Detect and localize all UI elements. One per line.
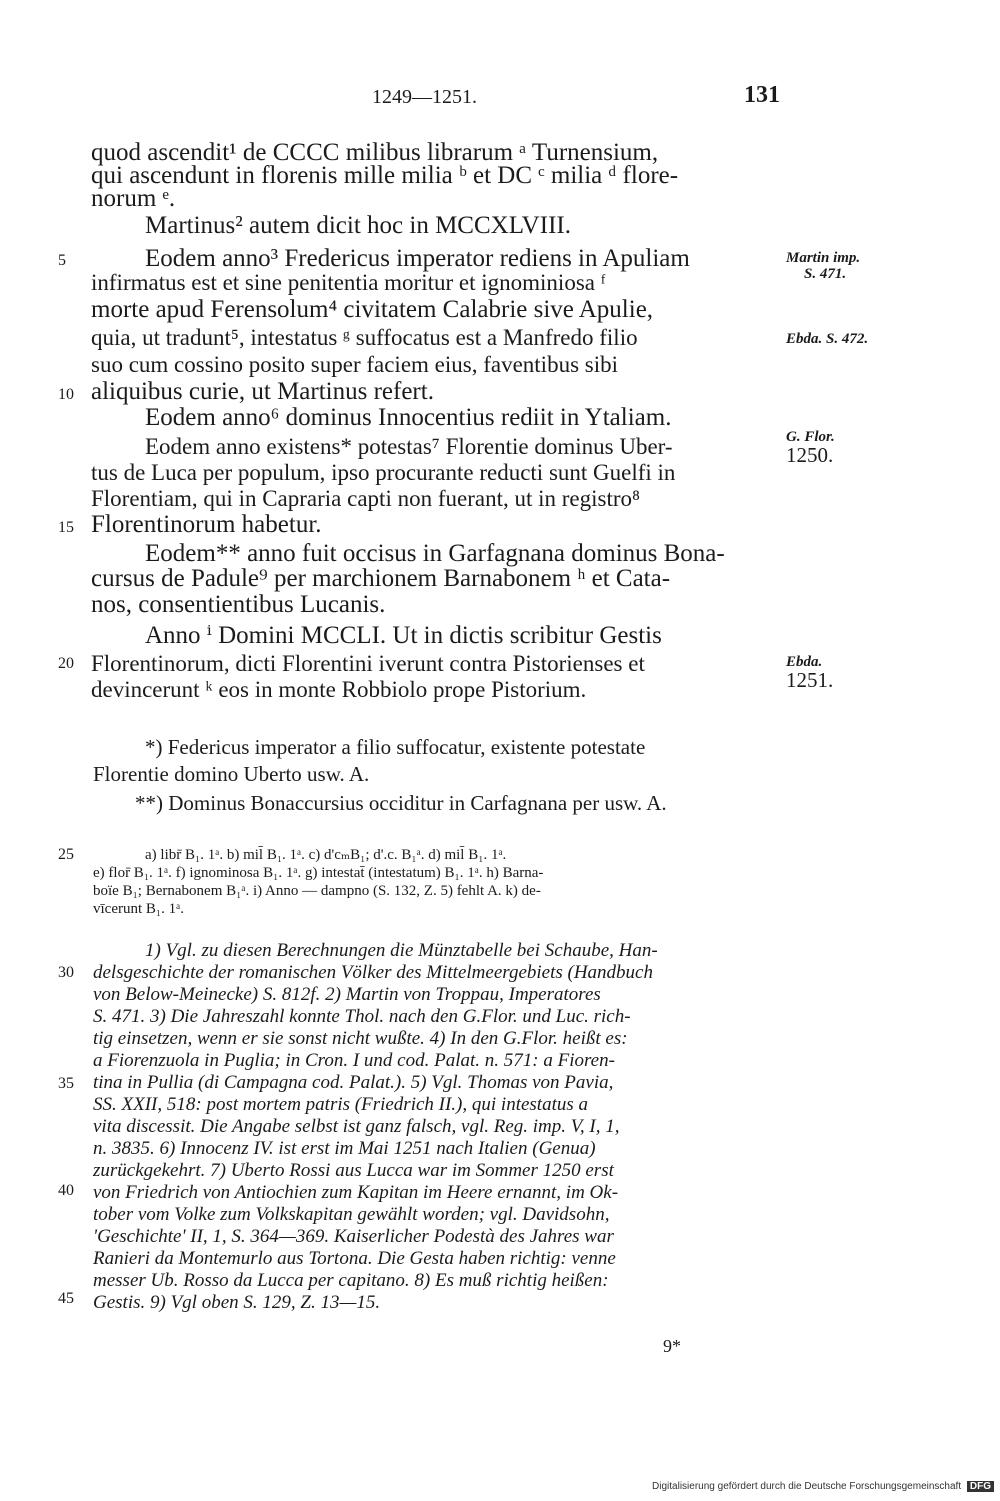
line-number: 35 [58,1075,74,1092]
margin-year: 1250. [786,443,834,467]
text-line: Eodem anno³ Fredericus imperator rediens in Apuliam [145,245,690,272]
line-number: 40 [58,1182,74,1199]
line-number: 45 [58,1290,74,1307]
margin-note [786,429,835,465]
footnote-line: SS. XXII, 518: post mortem patris (Friedrich II.), qui intestatus a [93,1094,589,1115]
text-line: Martinus² autem dicit hoc in MCCXLVIII. [145,212,571,239]
margin-ref: Ebda. S. 472. [786,331,869,347]
line-number: 30 [58,964,74,981]
footnote-line: von Below-Meinecke) S. 812f. 2) Martin von Troppau, Imperatores [93,984,601,1005]
text-line: Florentiam, qui in Capraria capti non fuerant, ut in registro⁸ [91,486,641,511]
text-line: Florentinorum, dicti Florentini iverunt contra Pistorienses et [91,651,645,676]
text-line: Florentinorum habetur. [91,511,322,538]
signature-mark: 9* [663,1336,681,1356]
margin-ref: Ebda. [786,654,823,670]
text-line: nos, consentientibus Lucanis. [91,591,386,618]
footnote-line: 'Geschichte' II, 1, S. 364—369. Kaiserlicher Podestà des Jahres war [93,1226,614,1247]
apparatus-line: a) libr̄ B₁. 1ᵃ. b) mil̄ B₁. 1ᵃ. c) d'cₘB₁; d'.c. B₁ᵃ. d) mil̄ B₁. 1ᵃ. [145,847,507,863]
text-line: suo cum cossino posito super faciem eius, faventibus sibi [91,352,619,377]
margin-note [786,250,860,282]
footnote-line: 1) Vgl. zu diesen Berechnungen die Münztabelle bei Schaube, Han- [145,940,658,961]
text-line: morte apud Ferensolum⁴ civitatem Calabrie sive Apulie, [91,296,654,323]
footer-text: Digitalisierung gefördert durch die Deutsche Forschungsgemeinschaft [652,1481,962,1492]
footnote-line: vita discessit. Die Angabe selbst ist ganz falsch, vgl. Reg. imp. V, I, 1, [93,1116,620,1137]
text-line: Eodem** anno fuit occisus in Garfagnana dominus Bona- [145,540,725,567]
footnote-line: zurückgekehrt. 7) Uberto Rossi aus Lucca war im Sommer 1250 erst [93,1160,614,1181]
header-years: 1249—1251. [372,86,477,108]
margin-ref: G. Flor. [786,429,835,445]
footnote-line: Gestis. 9) Vgl oben S. 129, Z. 13—15. [93,1292,381,1313]
text-line: qui ascendunt in florenis mille milia ᵇ et DC ᶜ milia ᵈ flore- [91,162,679,189]
line-number: 10 [58,386,74,403]
text-line: quod ascendit¹ de CCCC milibus librarum ᵃ Turnensium, [91,139,659,166]
footnote-line: S. 471. 3) Die Jahreszahl konnte Thol. nach den G.Flor. und Luc. rich- [93,1006,631,1027]
margin-year: 1251. [786,668,834,692]
text-line: cursus de Padule⁹ per marchionem Barnabonem ʰ et Cata- [91,565,671,592]
line-number: 25 [58,846,74,863]
text-line: norum ᵉ. [91,185,176,212]
margin-page: S. 471. [804,266,847,282]
apparatus-line: e) flor̄ B₁. 1ᵃ. f) ignominosa B₁. 1ᵃ. g) intestat̄ (intestatum) B₁. 1ᵃ. h) Barna- [93,865,544,881]
text-line: quia, ut tradunt⁵, intestatus ᵍ suffocatus est a Manfredo filio [91,325,638,350]
footnote-line: a Fiorenzuola in Puglia; in Cron. I und cod. Palat. n. 571: a Fioren- [93,1050,615,1071]
footnote-line: tig einsetzen, wenn er sie sonst nicht wußte. 4) In den G.Flor. heißt es: [93,1028,628,1049]
line-number: 15 [58,519,74,536]
variant-note: **) Dominus Bonaccursius occiditur in Carfagnana per usw. A. [135,791,667,815]
footnote-line: von Friedrich von Antiochien zum Kapitan im Heere ernannt, im Ok- [93,1182,619,1203]
running-header [90,82,780,116]
footnote-line: messer Ub. Rosso da Lucca per capitano. 8) Es muß richtig heißen: [93,1270,609,1291]
margin-ref: Martin imp. [786,250,861,266]
variant-note: *) Federicus imperator a filio suffocatur, existente potestate [145,735,646,759]
apparatus-line: vīcerunt B₁. 1ᵃ. [93,901,184,917]
text-line: Eodem anno⁶ dominus Innocentius rediit in Ytaliam. [145,404,672,431]
apparatus-line: boïe B₁; Bernabonem B₁ᵃ. i) Anno — dampno (S. 132, Z. 5) fehlt A. k) de- [93,883,541,899]
dfg-logo: DFG [967,1481,994,1492]
footnote-line: tober vom Volke zum Volkskapitan gewählt worden; vgl. Davidsohn, [93,1204,610,1225]
text-line: Eodem anno existens* potestas⁷ Florentie dominus Uber- [145,434,673,459]
footnote-line: delsgeschichte der romanischen Völker des Mittelmeergebiets (Handbuch [93,962,653,983]
digitization-footer [652,1481,994,1492]
text-line: devincerunt ᵏ eos in monte Robbiolo prope Pistorium. [91,677,587,702]
footnote-line: tina in Pullia (di Campagna cod. Palat.). 5) Vgl. Thomas von Pavia, [93,1072,614,1093]
text-line: aliquibus curie, ut Martinus refert. [91,378,434,405]
text-line: infirmatus est et sine penitentia moritur et ignominiosa ᶠ [91,270,606,295]
variant-note: Florentie domino Uberto usw. A. [93,762,370,786]
line-number: 20 [58,655,74,672]
margin-note [786,331,868,347]
margin-note [786,654,833,690]
footnote-line: n. 3835. 6) Innocenz IV. ist erst im Mai 1251 nach Italien (Genua) [93,1138,596,1159]
text-line: Anno ⁱ Domini MCCLI. Ut in dictis scribitur Gestis [145,622,662,649]
page-number: 131 [744,82,780,108]
line-number: 5 [58,252,66,269]
text-line: tus de Luca per populum, ipso procurante reducti sunt Guelfi in [91,460,676,485]
footnote-line: Ranieri da Montemurlo aus Tortona. Die Gesta haben richtig: venne [93,1248,616,1269]
